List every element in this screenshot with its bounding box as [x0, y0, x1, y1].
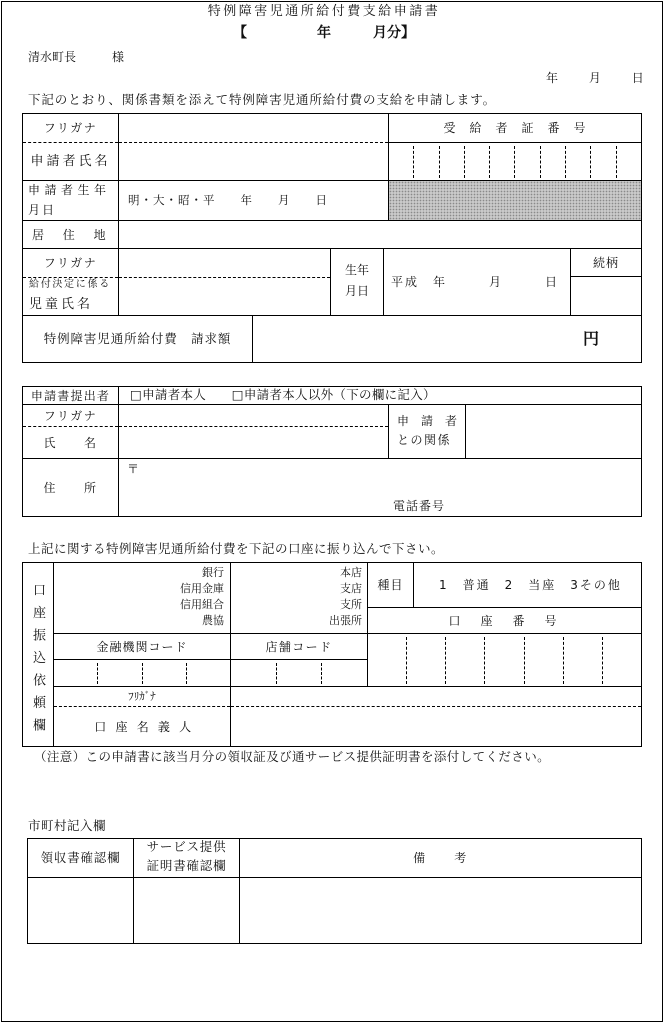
submitter-relationship-label-line2: との関係	[397, 433, 452, 447]
recipient-number-digit-boxes	[389, 146, 641, 178]
digit-box	[514, 146, 539, 178]
dashed-divider	[119, 426, 388, 427]
bank-section-label-cell	[22, 562, 54, 747]
branch-type: 出張所	[329, 614, 362, 627]
phone-label: 電話番号	[393, 499, 446, 513]
account-number-label: 口 座 番 号	[448, 613, 561, 628]
child-name-label: 児童氏名	[29, 297, 94, 312]
digit-box	[524, 637, 563, 684]
dashed-divider	[119, 277, 330, 278]
digit-box	[464, 146, 489, 178]
applicant-name-field	[118, 113, 389, 181]
service-check-header-cell	[133, 838, 240, 878]
digit-box	[590, 146, 615, 178]
child-birthdate-label-cell	[330, 248, 384, 316]
bank-code-header-cell	[53, 633, 231, 660]
digit-box	[97, 663, 141, 684]
form-title: 特例障害児通所給付費支給申請書	[207, 4, 441, 19]
recipient-number-header-cell	[388, 113, 642, 143]
branch-type-list	[329, 565, 362, 629]
bank-code-label: 金融機関コード	[96, 639, 188, 654]
postal-mark: 〒	[127, 462, 140, 476]
child-furigana-label: フリガナ	[43, 256, 98, 270]
recipient-number-field	[388, 142, 642, 181]
claim-amount-field	[252, 315, 642, 363]
institution-type: 信用組合	[180, 598, 224, 611]
branch-code-digit-boxes	[231, 663, 367, 684]
branch-type: 本店	[340, 566, 362, 579]
claim-label: 特例障害児通所給付費 請求額	[43, 330, 232, 346]
recipient-number-label: 受 給 者 証 番 号	[443, 121, 587, 135]
institution-type: 信用金庫	[180, 582, 224, 595]
digit-box	[540, 146, 565, 178]
child-name-label-note: 給付決定に係る	[29, 279, 111, 290]
child-birthdate-label-line2: 月日	[344, 284, 369, 298]
account-number-header-cell	[367, 607, 642, 634]
service-check-label-line2: 証明書確認欄	[146, 858, 227, 873]
submitter-name-field	[118, 404, 389, 459]
account-type-label: 種目	[377, 578, 404, 592]
submitter-label: 申請書提出者	[30, 388, 111, 403]
digit-box	[489, 146, 514, 178]
remarks-field	[239, 877, 642, 944]
child-birthdate-label-line1: 生年	[344, 263, 369, 277]
institution-type: 農協	[202, 614, 224, 627]
application-date: 年 月 日	[546, 71, 647, 85]
dashed-divider	[119, 142, 388, 143]
submitter-options-cell	[118, 386, 642, 405]
digit-box	[406, 637, 445, 684]
bank-code-digit-boxes	[54, 663, 230, 684]
account-number-field	[367, 633, 642, 687]
digit-box	[602, 637, 641, 684]
submitter-relationship-label-cell	[388, 404, 466, 459]
remarks-header-cell	[239, 838, 642, 878]
digit-box	[439, 146, 464, 178]
service-check-label-line1: サービス提供	[146, 839, 227, 854]
period-line: 【 年 月分】	[233, 25, 415, 41]
dashed-divider	[23, 277, 118, 278]
receipt-check-field	[27, 877, 134, 944]
submitter-relationship-label-line1: 申 請 者	[397, 414, 458, 428]
branch-code-label: 店舗コード	[265, 639, 333, 654]
applicant-label-cell	[22, 113, 119, 181]
dashed-divider	[231, 706, 641, 707]
account-holder-field	[230, 686, 642, 747]
applicant-address-label: 居 住 地	[31, 227, 109, 242]
account-number-digit-boxes	[368, 637, 641, 684]
digit-box	[445, 637, 484, 684]
digit-box	[413, 146, 438, 178]
applicant-birthdate-field	[118, 180, 389, 221]
child-birthdate-field	[383, 248, 571, 316]
submitter-relationship-field	[465, 404, 642, 459]
submitter-options: □申請者本人 □申請者本人以外（下の欄に記入）	[130, 387, 436, 403]
digit-box	[389, 146, 413, 178]
account-holder-furigana-label: ﾌﾘｶﾞﾅ	[128, 690, 156, 703]
applicant-address-label-cell	[22, 220, 119, 249]
digit-box	[321, 663, 367, 684]
municipal-section-title: 市町村記入欄	[28, 818, 107, 833]
child-name-field	[118, 248, 331, 316]
bank-instruction: 上記に関する特例障害児通所給付費を下記の口座に振り込んで下さい。	[28, 541, 445, 556]
submitter-furigana-label: フリガナ	[43, 408, 98, 423]
digit-box	[142, 663, 186, 684]
branch-type: 支所	[340, 598, 362, 611]
digit-box	[368, 637, 406, 684]
child-label-cell	[22, 248, 119, 316]
receipt-check-header-cell	[27, 838, 134, 878]
account-holder-label: 口 座 名 義 人	[94, 719, 190, 734]
relationship-field	[570, 276, 642, 316]
institution-type-list	[180, 565, 224, 629]
account-type-options: 1 普通 2 当座 3その他	[439, 578, 622, 592]
applicant-furigana-label: フリガナ	[43, 121, 98, 135]
digit-box	[563, 637, 602, 684]
submitter-address-label-cell	[22, 458, 119, 517]
relationship-header-cell	[570, 248, 642, 277]
digit-box	[616, 146, 641, 178]
branch-code-header-cell	[230, 633, 368, 660]
account-holder-label-cell	[53, 686, 231, 747]
child-birthdate-value: 平成 年 月 日	[391, 275, 560, 289]
submitter-address-field	[118, 458, 642, 517]
digit-box	[186, 663, 230, 684]
account-type-options-cell	[413, 562, 642, 608]
relationship-label: 続柄	[592, 255, 619, 270]
intro-text: 下記のとおり、関係書類を添えて特例障害児通所給付費の支給を申請します。	[28, 92, 497, 107]
digit-box	[231, 663, 276, 684]
bank-code-field	[53, 659, 231, 687]
branch-code-field	[230, 659, 368, 687]
submitter-name-label-cell	[22, 404, 119, 459]
remarks-label: 備 考	[413, 851, 468, 865]
digit-box	[484, 637, 523, 684]
digit-box	[276, 663, 322, 684]
account-type-label-cell	[367, 562, 414, 608]
submitter-address-label: 住 所	[43, 480, 98, 495]
bank-name-field	[53, 562, 231, 634]
caution-note: （注意）この申請書に該当月分の領収証及び通サービス提供証明書を添付してください。	[34, 749, 551, 764]
applicant-birthdate-value: 明・大・昭・平 年 月 日	[128, 192, 328, 207]
applicant-name-label: 申請者氏名	[30, 154, 111, 169]
claim-unit-yen: 円	[583, 329, 600, 348]
claim-label-cell	[22, 315, 253, 363]
addressee: 清水町長 様	[28, 50, 125, 64]
institution-type: 銀行	[202, 566, 224, 579]
digit-box	[565, 146, 590, 178]
applicant-address-field	[118, 220, 642, 249]
applicant-birthdate-label-line2: 月日	[28, 203, 57, 217]
submitter-name-label: 氏 名	[43, 435, 98, 450]
submitter-label-cell	[22, 386, 119, 405]
branch-name-field	[230, 562, 368, 634]
branch-type: 支店	[340, 582, 362, 595]
applicant-birthdate-label-cell	[22, 180, 119, 221]
applicant-birthdate-label-line1: 申請者生年	[28, 183, 111, 197]
bank-section-label: 口座振込依頼欄	[30, 583, 45, 741]
receipt-check-label: 領収書確認欄	[40, 849, 121, 865]
shaded-cell	[388, 180, 642, 221]
digit-box	[54, 663, 97, 684]
service-check-field	[133, 877, 240, 944]
